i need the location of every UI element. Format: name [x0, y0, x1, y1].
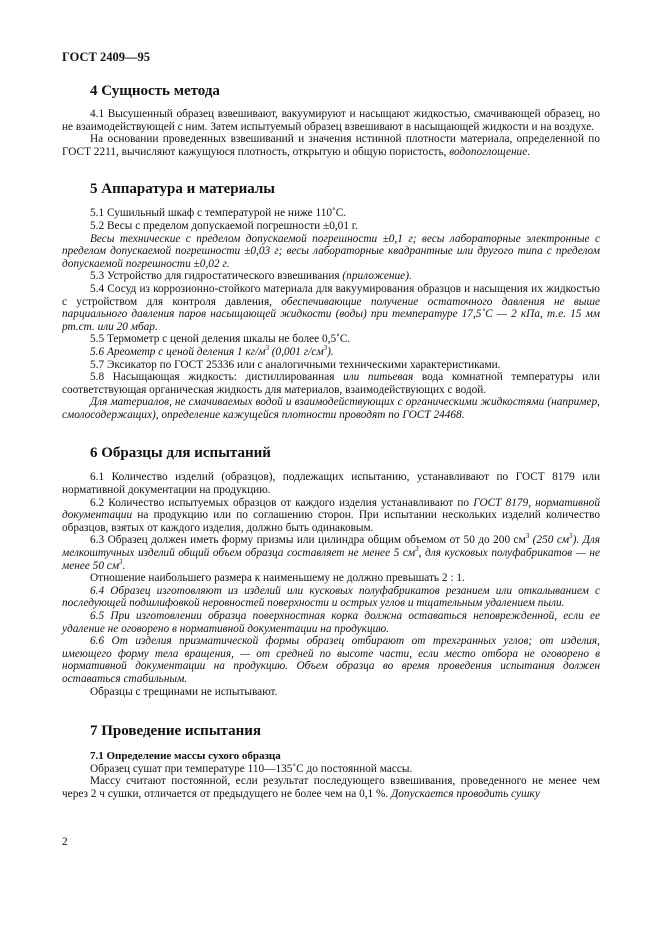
- superscript: 3: [525, 532, 530, 541]
- paragraph-5-8-note: Для материалов, не смачиваемых водой и взаимодействующих с органическими жидкостями (например, смолосодержащих), определение кажущейся плотности проводят по ГОСТ 24468.: [62, 396, 600, 421]
- paragraph-5-2: 5.2 Весы с пределом допускаемой погрешности ±0,01 г.: [90, 219, 358, 232]
- italic-text: ГОСТ 8179, нормативной документации: [62, 496, 600, 522]
- italic-text: ). Для мелкоштучных изделий общий объем образца составляет не менее 5 см: [62, 534, 600, 560]
- page-number: 2: [62, 836, 68, 848]
- paragraph-6-3: [62, 534, 600, 572]
- text: Массу считают постоянной, если результат последующего взвешивания, проведенного не менее чем через 2 ч сушки, отличается от предыдущего не более чем на 0,1 %.: [62, 775, 600, 800]
- paragraph-5-3: [62, 270, 600, 283]
- text: 5.4 Сосуд из коррозионно-стойкого материала для вакуумирования образцов и насыщения их жидкостью с устройством для контроля давления,: [62, 282, 600, 308]
- paragraph-6-1: 6.1 Количество изделий (образцов), подлежащих испытанию, устанавливают по ГОСТ 8179 или нормативной документации на продукцию.: [62, 471, 600, 497]
- text: 6.2 Количество испытуемых образцов от каждого изделия устанавливают по: [90, 496, 474, 509]
- superscript: 3: [415, 545, 419, 554]
- section-4-heading: 4 Сущность метода: [90, 83, 220, 99]
- text: На основании проведенных взвешиваний и значения истинной плотности материала, определенной по ГОСТ 2211, вычисляют кажущуюся плотность, открытую и общую пористость,: [62, 133, 600, 158]
- superscript: 3: [323, 344, 328, 353]
- paragraph-6-cracks: Образцы с трещинами не испытывают.: [90, 685, 278, 698]
- text: 5.3 Устройство для гидростатического взвешивания: [90, 270, 343, 283]
- paragraph-5-5: 5.5 Термометр с ценой деления шкалы не более 0,5˚С.: [90, 333, 351, 346]
- subsection-7-1-heading: 7.1 Определение массы сухого образца: [90, 750, 281, 763]
- text: вода комнатной температуры или соответствующая органическая жидкость для материалов, взаимодействующих с водой.: [62, 371, 600, 396]
- section-5-heading: 5 Аппаратура и материалы: [90, 181, 275, 198]
- text: на продукцию или по соглашению сторон. При испытании нескольких изделий количество образцов, взятых от каждого изделия, должно быть одинаковым.: [62, 509, 600, 534]
- superscript: 3: [265, 344, 269, 353]
- document-page: [62, 50, 600, 801]
- text: .: [527, 145, 531, 158]
- text: ).: [327, 345, 334, 358]
- text: (0,001 г/см: [268, 345, 324, 358]
- paragraph-5-6: [62, 346, 600, 359]
- paragraph-5-1: 5.1 Сушильный шкаф с температурой не ниже 110˚С.: [90, 207, 347, 220]
- text: 6.3 Образец должен иметь форму призмы или цилиндра общим объемом от 50 до 200 см: [90, 534, 526, 547]
- paragraph-6-5: 6.5 При изготовлении образца поверхностная корка должна оставаться неповрежденной, если ее удаление не оговорено в нормативной документации на продукцию.: [62, 610, 600, 635]
- paragraph-4-1: 4.1 Высушенный образец взвешивают, вакуумируют и насыщают жидкостью, смачивающей образец, но не взаимодействующей с ним. Затем испытуемый образец взвешивают в насыщающей жидкости и на воздухе.: [62, 108, 600, 133]
- section-6-heading: 6 Образцы для испытаний: [90, 445, 271, 462]
- italic-text: обеспечивающие получение остаточного давления не выше парциального давления паров насыщающей жидкости (воды) при температуре 17,5˚С — 2 кПа, т.е. 15 мм рт.ст. или 20 мбар.: [62, 295, 600, 333]
- document-header: ГОСТ 2409—95: [62, 50, 151, 64]
- italic-text: .: [122, 559, 126, 572]
- paragraph-5-8: [62, 371, 600, 396]
- paragraph-6-3-ratio: Отношение наибольшего размера к наименьшему не должно превышать 2 : 1.: [90, 572, 465, 585]
- italic-text: (приложение).: [342, 270, 412, 283]
- paragraph-6-2: [62, 497, 600, 535]
- italic-text: , для кусковых полуфабрикатов — не менее 50 см: [62, 547, 601, 572]
- section-7-heading: 7 Проведение испытания: [90, 723, 261, 740]
- italic-text: (250 см: [529, 534, 570, 547]
- italic-text: водопоглощение: [449, 145, 528, 158]
- superscript: 3: [569, 532, 573, 541]
- paragraph-7-1-drying: Образец сушат при температуре 110—135˚С до постоянной массы.: [90, 762, 413, 775]
- paragraph-7-1-constant-mass: [62, 775, 600, 800]
- italic-text: Допускается проводить сушку: [391, 787, 540, 800]
- text: 5.6 Ареометр с ценой деления 1 кг/м: [90, 345, 266, 358]
- paragraph-5-7: 5.7 Эксикатор по ГОСТ 25336 или с аналогичными техническими характеристиками.: [90, 358, 501, 371]
- paragraph-6-6: 6.6 От изделия призматической формы образец отбирают от трехгранных углов; от изделия, имеющего форму тела вращения, — от средней по высоте части, если место отбора не оговорено в нормативной документации на продукцию. Объем образца во время проведения испытания должен оставаться стабильным.: [62, 635, 600, 685]
- paragraph-5-2-note: Весы технические с пределом допускаемой погрешности ±0,1 г; весы лабораторные электронные с пределом допускаемой погрешности ±0,03 г; весы лабораторные квадрантные или другого типа с пределом допускаемой погрешности ±0,02 г.: [62, 232, 600, 270]
- paragraph-4-basis: [62, 133, 600, 158]
- italic-text: или питьевая: [343, 371, 414, 384]
- paragraph-6-4: 6.4 Образец изготовляют из изделий или кусковых полуфабрикатов резанием или откалыванием с последующей подшлифовкой неровностей поверхности и острых углов и тщательным удалением пыли.: [62, 584, 600, 610]
- superscript: 3: [119, 557, 123, 566]
- paragraph-5-4: [62, 283, 600, 333]
- text: 5.8 Насыщающая жидкость: дистиллированная: [90, 371, 344, 384]
